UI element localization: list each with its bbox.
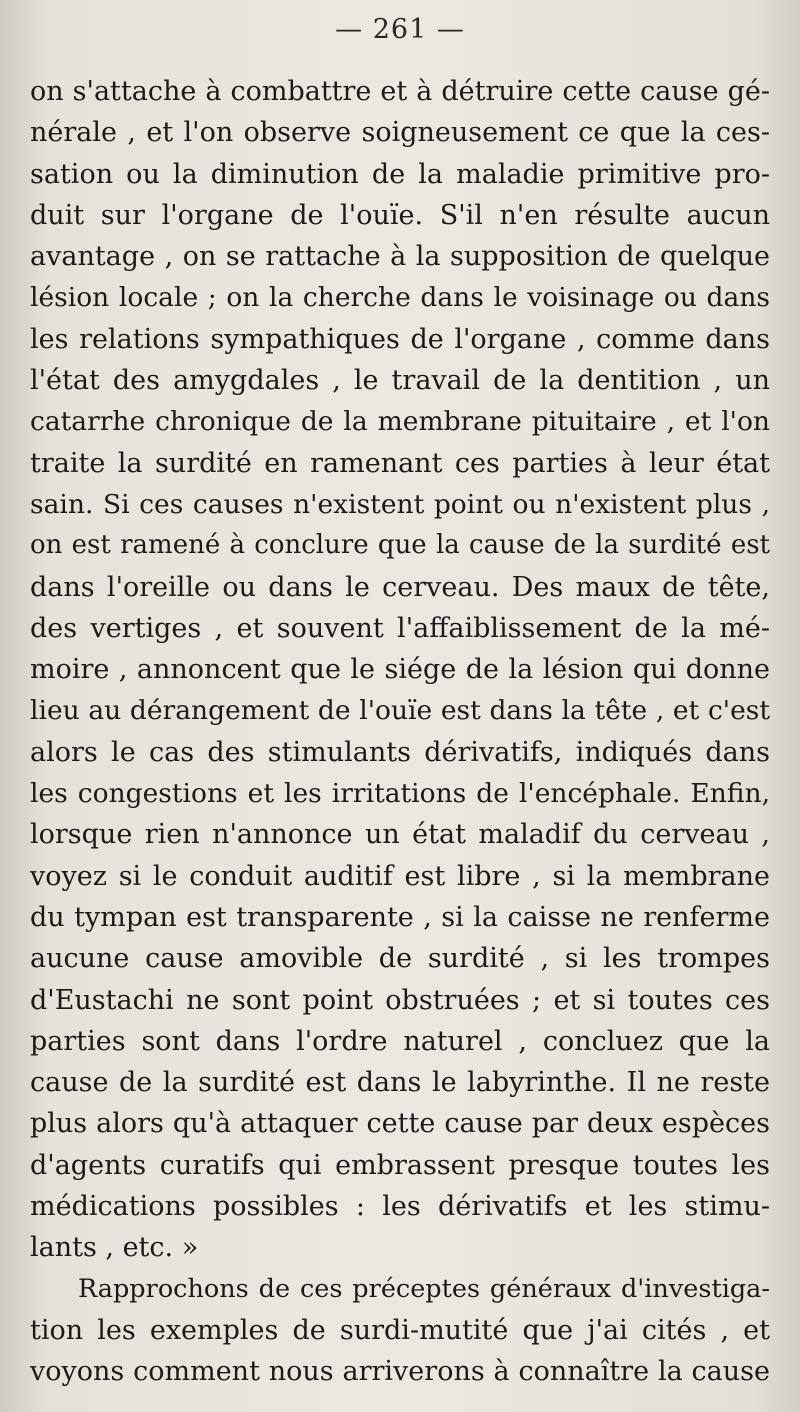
text-line: l'état des amygdales , le travail de la dentition , un	[30, 365, 770, 397]
text-line: voyons comment nous arriverons à connaître la cause	[30, 1356, 770, 1388]
text-line: du tympan est transparente , si la caisse ne renferme	[30, 901, 770, 933]
text-line: plus alors qu'à attaquer cette cause par deux espèces	[30, 1108, 770, 1140]
text-line: parties sont dans l'ordre naturel , concluez que la	[30, 1025, 770, 1057]
text-line: avantage , on se rattache à la supposition de quelque	[30, 241, 770, 273]
page-number: — 261 —	[335, 14, 465, 45]
text-line: tion les exemples de surdi-mutité que j'ai cités , et	[30, 1314, 770, 1346]
text-line: duit sur l'organe de l'ouïe. S'il n'en résulte aucun	[30, 199, 770, 231]
text-line: lants , etc. »	[30, 1232, 199, 1264]
text-line: des vertiges , et souvent l'affaiblissement de la mé-	[30, 612, 770, 644]
text-line: alors le cas des stimulants dérivatifs, indiqués dans	[30, 736, 770, 768]
text-line: sation ou la diminution de la maladie primitive pro-	[30, 158, 770, 190]
text-line: moire , annoncent que le siége de la lésion qui donne	[30, 654, 770, 686]
text-line: on est ramené à conclure que la cause de la surdité est	[30, 530, 770, 561]
text-line: les relations sympathiques de l'organe , comme dans	[30, 323, 770, 355]
text-line: nérale , et l'on observe soigneusement ce que la ces-	[30, 117, 770, 149]
text-line: médications possibles : les dérivatifs et les stimu-	[30, 1191, 770, 1223]
text-line: lieu au dérangement de l'ouïe est dans la tête , et c'est	[30, 695, 770, 727]
text-line: traite la surdité en ramenant ces parties à leur état	[30, 447, 770, 479]
text-line: Rapprochons de ces préceptes généraux d'investiga-	[78, 1273, 770, 1304]
text-line: voyez si le conduit auditif est libre , si la membrane	[30, 860, 770, 892]
text-line: lorsque rien n'annonce un état maladif du cerveau ,	[30, 819, 770, 851]
text-line: dans l'oreille ou dans le cerveau. Des maux de tête,	[30, 571, 770, 603]
text-line: lésion locale ; on la cherche dans le voisinage ou dans	[30, 282, 770, 314]
body-text	[30, 71, 770, 1393]
text-line: d'Eustachi ne sont point obstruées ; et si toutes ces	[30, 984, 770, 1016]
text-line: d'agents curatifs qui embrassent presque toutes les	[30, 1149, 770, 1181]
text-line: aucune cause amovible de surdité , si les trompes	[30, 943, 770, 975]
text-line: les congestions et les irritations de l'encéphale. Enfin,	[30, 778, 770, 810]
text-line: sain. Si ces causes n'existent point ou n'existent plus ,	[30, 488, 770, 520]
text-line: on s'attache à combattre et à détruire cette cause gé-	[30, 76, 770, 107]
text-line: catarrhe chronique de la membrane pituitaire , et l'on	[30, 406, 770, 438]
text-line: cause de la surdité est dans le labyrinthe. Il ne reste	[30, 1067, 770, 1099]
